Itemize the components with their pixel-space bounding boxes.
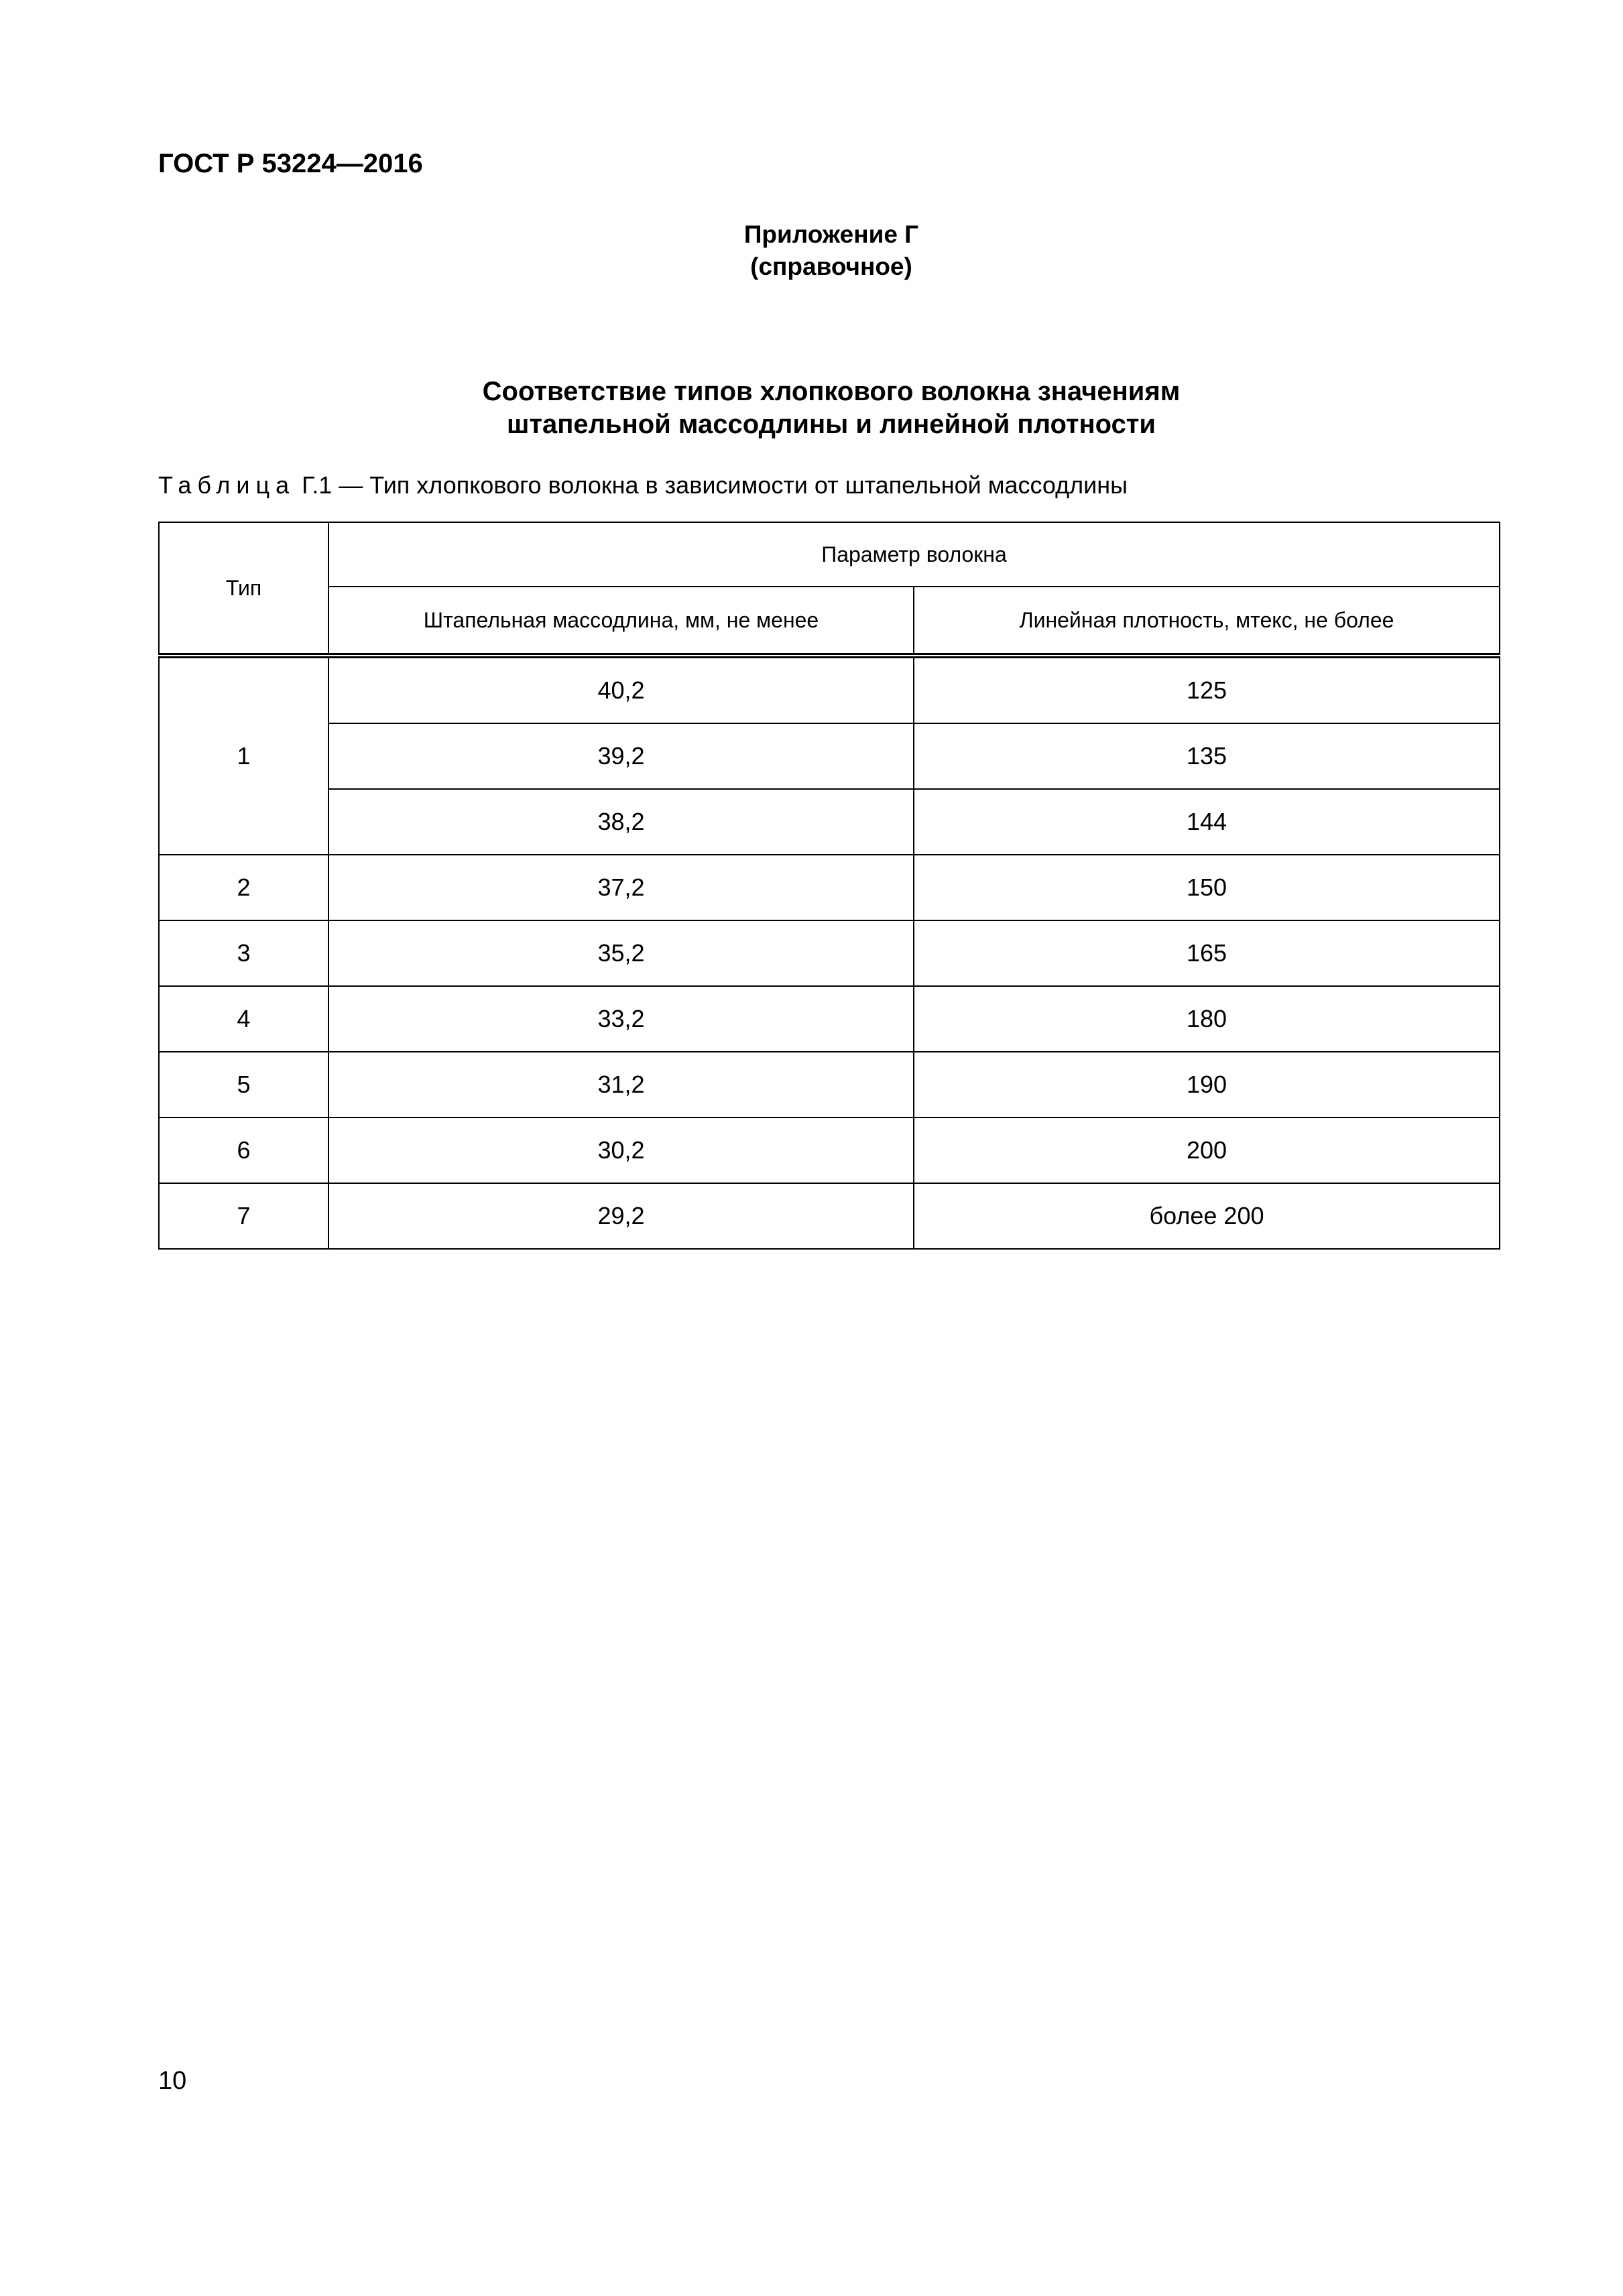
table-row [159,656,1500,723]
table-row [159,920,1500,986]
cell-linear-density: 135 [914,723,1500,789]
cell-type: 3 [159,920,328,986]
table-row [159,1052,1500,1117]
table-caption-label: Таблица [158,471,296,499]
page-number: 10 [158,2067,187,2095]
cell-linear-density: 144 [914,789,1500,855]
cell-linear-density: 150 [914,855,1500,920]
cell-staple-length: 30,2 [328,1117,914,1183]
appendix-title: Приложение Г [743,221,919,248]
table-row [159,723,1500,789]
cell-linear-density: 200 [914,1117,1500,1183]
cell-staple-length: 33,2 [328,986,914,1052]
table-row [159,986,1500,1052]
cell-linear-density: 180 [914,986,1500,1052]
cell-type: 4 [159,986,328,1052]
cell-staple-length: 31,2 [328,1052,914,1117]
table-row [159,855,1500,920]
cell-staple-length: 39,2 [328,723,914,789]
cell-staple-length: 29,2 [328,1183,914,1249]
table-caption-text: Г.1 — Тип хлопкового волокна в зависимости от штапельной массодлины [295,471,1128,499]
cell-type: 5 [159,1052,328,1117]
header-linear-density: Линейная плотность, мтекс, не более [914,587,1500,656]
cell-staple-length: 35,2 [328,920,914,986]
section-title [0,375,1623,441]
table-row [159,1117,1500,1183]
cell-type: 6 [159,1117,328,1183]
cell-type: 2 [159,855,328,920]
table-row [159,1183,1500,1249]
cell-linear-density: 190 [914,1052,1500,1117]
table-caption [158,471,1128,499]
table-row [159,789,1500,855]
document-code: ГОСТ Р 53224—2016 [158,149,423,178]
cell-staple-length: 40,2 [328,656,914,723]
section-title-line-2: штапельной массодлины и линейной плотности [507,409,1156,439]
cell-linear-density: 165 [914,920,1500,986]
fiber-type-table [158,522,1500,1250]
header-parameter-group: Параметр волокна [328,522,1500,587]
appendix-subtitle: (справочное) [750,253,912,281]
header-type: Тип [159,522,328,656]
cell-linear-density: 125 [914,656,1500,723]
cell-type: 7 [159,1183,328,1249]
cell-staple-length: 37,2 [328,855,914,920]
cell-linear-density: более 200 [914,1183,1500,1249]
header-staple-length: Штапельная массодлина, мм, не менее [328,587,914,656]
appendix-heading [0,219,1623,283]
section-title-line-1: Соответствие типов хлопкового волокна значениям [482,377,1181,406]
cell-type: 1 [159,656,328,855]
cell-staple-length: 38,2 [328,789,914,855]
